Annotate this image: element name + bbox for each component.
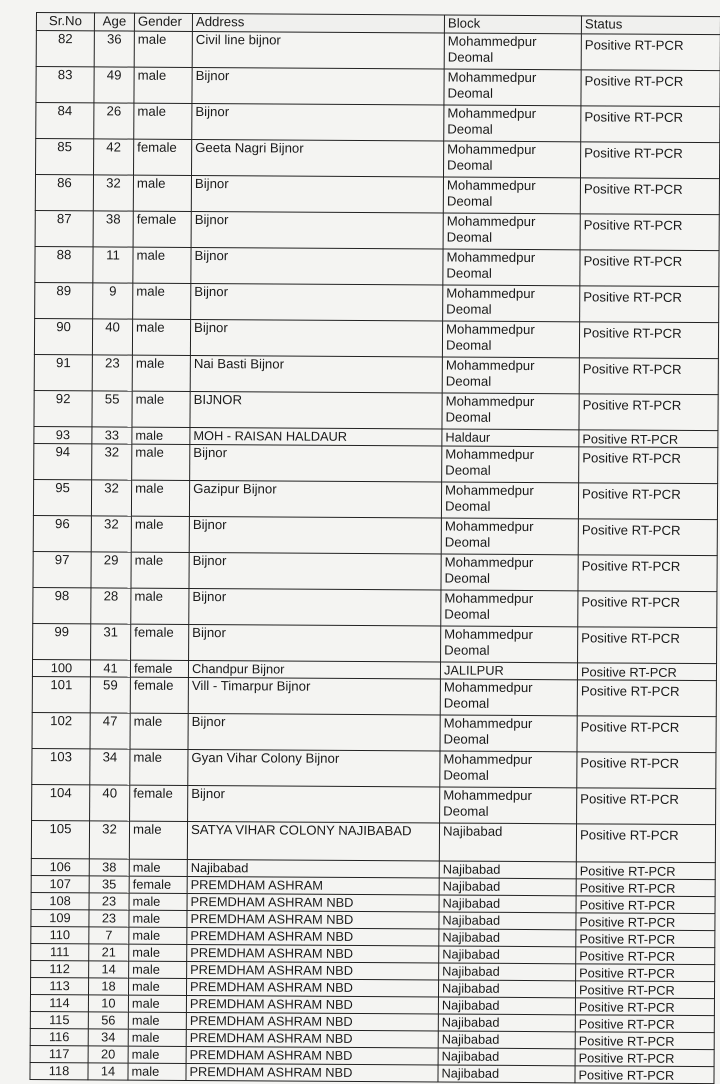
cell-sr-no: 83 xyxy=(36,67,94,103)
cell-status: Positive RT-PCR xyxy=(578,555,717,592)
cell-block: Najibabad xyxy=(439,878,576,896)
cell-address: PREMDHAM ASHRAM NBD xyxy=(187,893,439,912)
cell-status: Positive RT-PCR xyxy=(576,913,715,931)
cell-status: Positive RT-PCR xyxy=(581,70,720,107)
cell-age: 20 xyxy=(88,1046,128,1063)
cell-sr-no: 101 xyxy=(32,676,90,712)
cell-block: Najibabad xyxy=(438,980,575,998)
cell-gender: female xyxy=(133,211,191,247)
cell-address: PREMDHAM ASHRAM NBD xyxy=(187,910,439,929)
cell-block: Najibabad xyxy=(439,823,576,862)
cell-age: 49 xyxy=(94,67,134,103)
cell-age: 9 xyxy=(93,283,133,319)
cell-block: Mohammedpur Deomal xyxy=(440,715,577,752)
cell-status: Positive RT-PCR xyxy=(576,947,715,965)
cell-gender: male xyxy=(132,427,190,444)
table-row xyxy=(35,282,719,322)
cell-block: Mohammedpur Deomal xyxy=(442,321,579,358)
table-row xyxy=(33,587,717,627)
cell-gender: male xyxy=(130,749,188,785)
cell-gender: male xyxy=(130,713,188,749)
cell-gender: male xyxy=(131,552,189,588)
cell-gender: male xyxy=(129,821,187,859)
cell-block: Mohammedpur Deomal xyxy=(444,69,581,106)
cell-gender: male xyxy=(128,1046,186,1063)
cell-address: MOH - RAISAN HALDAUR xyxy=(190,427,442,446)
cell-gender: male xyxy=(132,355,190,391)
cell-gender: male xyxy=(131,516,189,552)
cell-age: 33 xyxy=(92,427,132,444)
cell-block: Najibabad xyxy=(439,929,576,947)
cell-sr-no: 89 xyxy=(35,282,93,318)
cell-sr-no: 100 xyxy=(32,659,90,676)
cell-status: Positive RT-PCR xyxy=(580,142,719,179)
cell-status: Positive RT-PCR xyxy=(576,824,715,863)
cell-sr-no: 111 xyxy=(31,943,89,960)
cell-age: 14 xyxy=(88,1063,128,1080)
cell-status: Positive RT-PCR xyxy=(577,663,716,681)
cell-block: Najibabad xyxy=(438,1014,575,1032)
cell-age: 40 xyxy=(90,785,130,821)
cell-address: Bijnor xyxy=(191,211,443,249)
table-row xyxy=(32,712,716,752)
cell-age: 14 xyxy=(89,961,129,978)
cell-age: 41 xyxy=(90,660,130,677)
table-row xyxy=(33,551,717,591)
cell-sr-no: 93 xyxy=(34,426,92,443)
cell-sr-no: 90 xyxy=(34,318,92,354)
cell-status: Positive RT-PCR xyxy=(581,106,720,143)
cell-address: PREMDHAM ASHRAM NBD xyxy=(187,944,439,963)
cell-age: 28 xyxy=(91,588,131,624)
cell-address: Bijnor xyxy=(191,283,443,321)
cell-status: Positive RT-PCR xyxy=(575,981,714,999)
cell-sr-no: 95 xyxy=(33,479,91,515)
cell-sr-no: 106 xyxy=(31,858,89,875)
cell-sr-no: 86 xyxy=(35,175,93,211)
cell-status: Positive RT-PCR xyxy=(576,879,715,897)
cell-block: Mohammedpur Deomal xyxy=(443,285,580,322)
cell-address: PREMDHAM ASHRAM NBD xyxy=(186,1012,438,1031)
cell-address: Civil line bijnor xyxy=(192,31,444,69)
cell-gender: male xyxy=(132,444,190,480)
cell-block: Mohammedpur Deomal xyxy=(442,357,579,394)
cell-address: Chandpur Bijnor xyxy=(188,660,440,679)
cell-status: Positive RT-PCR xyxy=(575,1049,714,1067)
cell-age: 34 xyxy=(90,749,130,785)
cell-address: Bijnor xyxy=(189,624,441,662)
cell-sr-no: 87 xyxy=(35,210,93,246)
cell-block: Najibabad xyxy=(438,1065,575,1083)
cell-age: 40 xyxy=(92,319,132,355)
cell-status: Positive RT-PCR xyxy=(580,286,719,323)
cell-age: 34 xyxy=(88,1029,128,1046)
cell-age: 26 xyxy=(94,103,134,139)
cell-status: Positive RT-PCR xyxy=(578,519,717,556)
cell-sr-no: 84 xyxy=(36,103,94,139)
cell-block: Mohammedpur Deomal xyxy=(443,213,580,250)
cell-gender: male xyxy=(128,978,186,995)
cell-block: Mohammedpur Deomal xyxy=(441,482,578,519)
cell-address: Bijnor xyxy=(189,552,441,590)
cell-gender: female xyxy=(130,677,188,713)
cell-gender: male xyxy=(128,995,186,1012)
cell-gender: male xyxy=(134,67,192,103)
table-body xyxy=(30,31,720,1084)
table-row xyxy=(36,31,720,71)
cell-sr-no: 105 xyxy=(31,820,89,858)
cell-age: 38 xyxy=(89,859,129,876)
cell-age: 32 xyxy=(93,175,133,211)
cell-sr-no: 109 xyxy=(31,909,89,926)
cell-address: PREMDHAM ASHRAM NBD xyxy=(186,978,438,997)
cell-status: Positive RT-PCR xyxy=(580,178,719,215)
cell-sr-no: 107 xyxy=(31,875,89,892)
cell-block: Mohammedpur Deomal xyxy=(444,105,581,142)
table-row xyxy=(33,515,717,555)
cell-address: Bijnor xyxy=(188,785,440,823)
table-row xyxy=(34,354,718,394)
table-row xyxy=(31,820,715,862)
cell-block: Mohammedpur Deomal xyxy=(441,554,578,591)
cell-address: Bijnor xyxy=(191,247,443,285)
cell-address: Bijnor xyxy=(189,516,441,554)
cell-age: 10 xyxy=(88,995,128,1012)
cell-sr-no: 113 xyxy=(30,977,88,994)
cell-gender: male xyxy=(129,910,187,927)
cell-status: Positive RT-PCR xyxy=(575,1032,714,1050)
cell-address: BIJNOR xyxy=(190,391,442,429)
header-gender: Gender xyxy=(134,13,192,31)
table-row xyxy=(32,784,716,824)
cell-block: Najibabad xyxy=(439,963,576,981)
cell-gender: male xyxy=(131,588,189,624)
cell-age: 11 xyxy=(93,247,133,283)
cell-block: Najibabad xyxy=(439,912,576,930)
cell-block: Najibabad xyxy=(439,861,576,879)
header-block: Block xyxy=(444,15,581,34)
cell-address: PREMDHAM ASHRAM NBD xyxy=(186,1029,438,1048)
cell-gender: male xyxy=(133,247,191,283)
cell-age: 32 xyxy=(91,516,131,552)
cell-sr-no: 104 xyxy=(32,784,90,820)
cell-sr-no: 117 xyxy=(30,1045,88,1062)
cell-block: Mohammedpur Deomal xyxy=(442,393,579,430)
cell-address: Gyan Vihar Colony Bijnor xyxy=(188,749,440,787)
cell-status: Positive RT-PCR xyxy=(580,214,719,251)
cell-block: Mohammedpur Deomal xyxy=(441,590,578,627)
cell-gender: male xyxy=(128,1063,186,1080)
cell-gender: male xyxy=(132,319,190,355)
header-sr-no: Sr.No xyxy=(36,13,94,31)
cell-status: Positive RT-PCR xyxy=(575,1066,714,1084)
table-row xyxy=(32,748,716,788)
cell-status: Positive RT-PCR xyxy=(579,430,718,448)
cell-gender: female xyxy=(130,785,188,821)
table-row xyxy=(35,210,719,250)
cell-address: Bijnor xyxy=(192,67,444,105)
cell-block: Mohammedpur Deomal xyxy=(443,249,580,286)
table-row xyxy=(33,623,717,663)
cell-address: Vill - Timarpur Bijnor xyxy=(188,677,440,715)
cell-gender: male xyxy=(133,175,191,211)
cell-address: Bijnor xyxy=(192,103,444,141)
cell-age: 47 xyxy=(90,713,130,749)
cell-address: PREMDHAM ASHRAM NBD xyxy=(187,961,439,980)
cell-gender: male xyxy=(128,1012,186,1029)
cell-gender: female xyxy=(129,876,187,893)
cell-address: Gazipur Bijnor xyxy=(189,480,441,518)
cell-block: Mohammedpur Deomal xyxy=(443,177,580,214)
cell-block: Najibabad xyxy=(438,1031,575,1049)
table-row xyxy=(33,479,717,519)
cell-address: Bijnor xyxy=(190,319,442,357)
cell-sr-no: 98 xyxy=(33,587,91,623)
cell-address: SATYA VIHAR COLONY NAJIBABAD xyxy=(187,821,439,861)
cell-status: Positive RT-PCR xyxy=(576,896,715,914)
cell-sr-no: 116 xyxy=(30,1028,88,1045)
cell-block: Najibabad xyxy=(439,946,576,964)
cell-gender: male xyxy=(133,283,191,319)
cell-sr-no: 108 xyxy=(31,892,89,909)
cell-status: Positive RT-PCR xyxy=(578,591,717,628)
cell-age: 36 xyxy=(94,31,134,67)
cell-status: Positive RT-PCR xyxy=(577,752,716,789)
table-row xyxy=(36,103,720,143)
cell-block: Mohammedpur Deomal xyxy=(440,751,577,788)
cell-status: Positive RT-PCR xyxy=(577,788,716,825)
cell-block: Haldaur xyxy=(442,429,579,447)
cell-block: Mohammedpur Deomal xyxy=(441,626,578,663)
cell-address: PREMDHAM ASHRAM xyxy=(187,876,439,895)
cell-sr-no: 114 xyxy=(30,994,88,1011)
cell-age: 32 xyxy=(91,480,131,516)
cell-status: Positive RT-PCR xyxy=(579,322,718,359)
cell-sr-no: 85 xyxy=(36,139,94,175)
cell-age: 21 xyxy=(89,944,129,961)
cell-status: Positive RT-PCR xyxy=(576,964,715,982)
cell-gender: male xyxy=(129,859,187,876)
table-row xyxy=(36,67,720,107)
cell-address: Bijnor xyxy=(188,713,440,751)
cell-sr-no: 91 xyxy=(34,354,92,390)
cell-gender: female xyxy=(131,624,189,660)
cell-gender: male xyxy=(129,961,187,978)
cell-age: 35 xyxy=(89,876,129,893)
cell-status: Positive RT-PCR xyxy=(579,358,718,395)
cell-gender: male xyxy=(128,1029,186,1046)
cell-sr-no: 118 xyxy=(30,1062,88,1079)
cell-status: Positive RT-PCR xyxy=(579,447,718,484)
cell-status: Positive RT-PCR xyxy=(581,34,720,71)
cell-block: Najibabad xyxy=(438,1048,575,1066)
cell-age: 7 xyxy=(89,927,129,944)
table-row xyxy=(36,139,720,179)
cell-address: Nai Basti Bijnor xyxy=(190,355,442,393)
cell-age: 18 xyxy=(88,978,128,995)
cell-address: PREMDHAM ASHRAM NBD xyxy=(187,927,439,946)
cell-address: Bijnor xyxy=(189,588,441,626)
cell-block: Mohammedpur Deomal xyxy=(443,141,580,178)
cell-block: Najibabad xyxy=(439,895,576,913)
cell-age: 38 xyxy=(93,211,133,247)
header-status: Status xyxy=(581,16,720,35)
cell-age: 42 xyxy=(94,139,134,175)
cell-block: Mohammedpur Deomal xyxy=(442,446,579,483)
table-row xyxy=(30,1062,714,1083)
cell-age: 56 xyxy=(88,1012,128,1029)
table-row xyxy=(32,676,716,716)
cell-block: Mohammedpur Deomal xyxy=(444,33,581,70)
document-page xyxy=(36,12,720,1083)
cell-gender: male xyxy=(129,944,187,961)
cell-age: 32 xyxy=(92,444,132,480)
cell-block: Mohammedpur Deomal xyxy=(440,679,577,716)
cell-gender: male xyxy=(134,31,192,67)
cell-age: 59 xyxy=(90,677,130,713)
cell-sr-no: 92 xyxy=(34,390,92,426)
header-age: Age xyxy=(94,13,134,31)
cell-age: 23 xyxy=(89,910,129,927)
cell-sr-no: 88 xyxy=(35,246,93,282)
cell-address: PREMDHAM ASHRAM NBD xyxy=(186,995,438,1014)
cell-status: Positive RT-PCR xyxy=(576,862,715,880)
cell-sr-no: 96 xyxy=(33,515,91,551)
cell-age: 32 xyxy=(89,821,129,859)
cell-block: JALILPUR xyxy=(440,662,577,680)
cell-block: Mohammedpur Deomal xyxy=(440,787,577,824)
cell-status: Positive RT-PCR xyxy=(579,394,718,431)
cell-status: Positive RT-PCR xyxy=(578,627,717,664)
cell-gender: male xyxy=(131,480,189,516)
cell-age: 31 xyxy=(91,624,131,660)
table-row xyxy=(35,175,719,215)
cell-block: Mohammedpur Deomal xyxy=(441,518,578,555)
cell-sr-no: 112 xyxy=(31,960,89,977)
cell-status: Positive RT-PCR xyxy=(577,680,716,717)
cell-address: PREMDHAM ASHRAM NBD xyxy=(186,1063,438,1082)
cell-address: Bijnor xyxy=(191,175,443,213)
cell-age: 29 xyxy=(91,552,131,588)
cell-age: 23 xyxy=(92,355,132,391)
cell-status: Positive RT-PCR xyxy=(575,998,714,1016)
cell-address: PREMDHAM ASHRAM NBD xyxy=(186,1046,438,1065)
cell-status: Positive RT-PCR xyxy=(575,1015,714,1033)
cell-address: Najibabad xyxy=(187,859,439,878)
cell-address: Bijnor xyxy=(190,444,442,482)
header-address: Address xyxy=(192,13,444,33)
cell-gender: male xyxy=(132,391,190,427)
cell-block: Najibabad xyxy=(438,997,575,1015)
cell-sr-no: 82 xyxy=(36,31,94,67)
cell-sr-no: 103 xyxy=(32,748,90,784)
cell-sr-no: 110 xyxy=(31,926,89,943)
cell-gender: female xyxy=(134,139,192,175)
patient-table xyxy=(29,12,720,1084)
cell-age: 23 xyxy=(89,893,129,910)
cell-sr-no: 94 xyxy=(34,443,92,479)
cell-gender: male xyxy=(129,893,187,910)
table-row xyxy=(35,246,719,286)
cell-gender: male xyxy=(134,103,192,139)
cell-status: Positive RT-PCR xyxy=(580,250,719,287)
cell-status: Positive RT-PCR xyxy=(577,716,716,753)
cell-address: Geeta Nagri Bijnor xyxy=(192,139,444,177)
cell-sr-no: 97 xyxy=(33,551,91,587)
cell-gender: female xyxy=(130,660,188,677)
cell-sr-no: 102 xyxy=(32,712,90,748)
cell-status: Positive RT-PCR xyxy=(576,930,715,948)
table-row xyxy=(34,443,718,483)
cell-status: Positive RT-PCR xyxy=(578,483,717,520)
cell-sr-no: 99 xyxy=(33,623,91,659)
cell-sr-no: 115 xyxy=(30,1011,88,1028)
table-row xyxy=(34,318,718,358)
cell-gender: male xyxy=(129,927,187,944)
table-row xyxy=(34,390,718,430)
cell-age: 55 xyxy=(92,391,132,427)
